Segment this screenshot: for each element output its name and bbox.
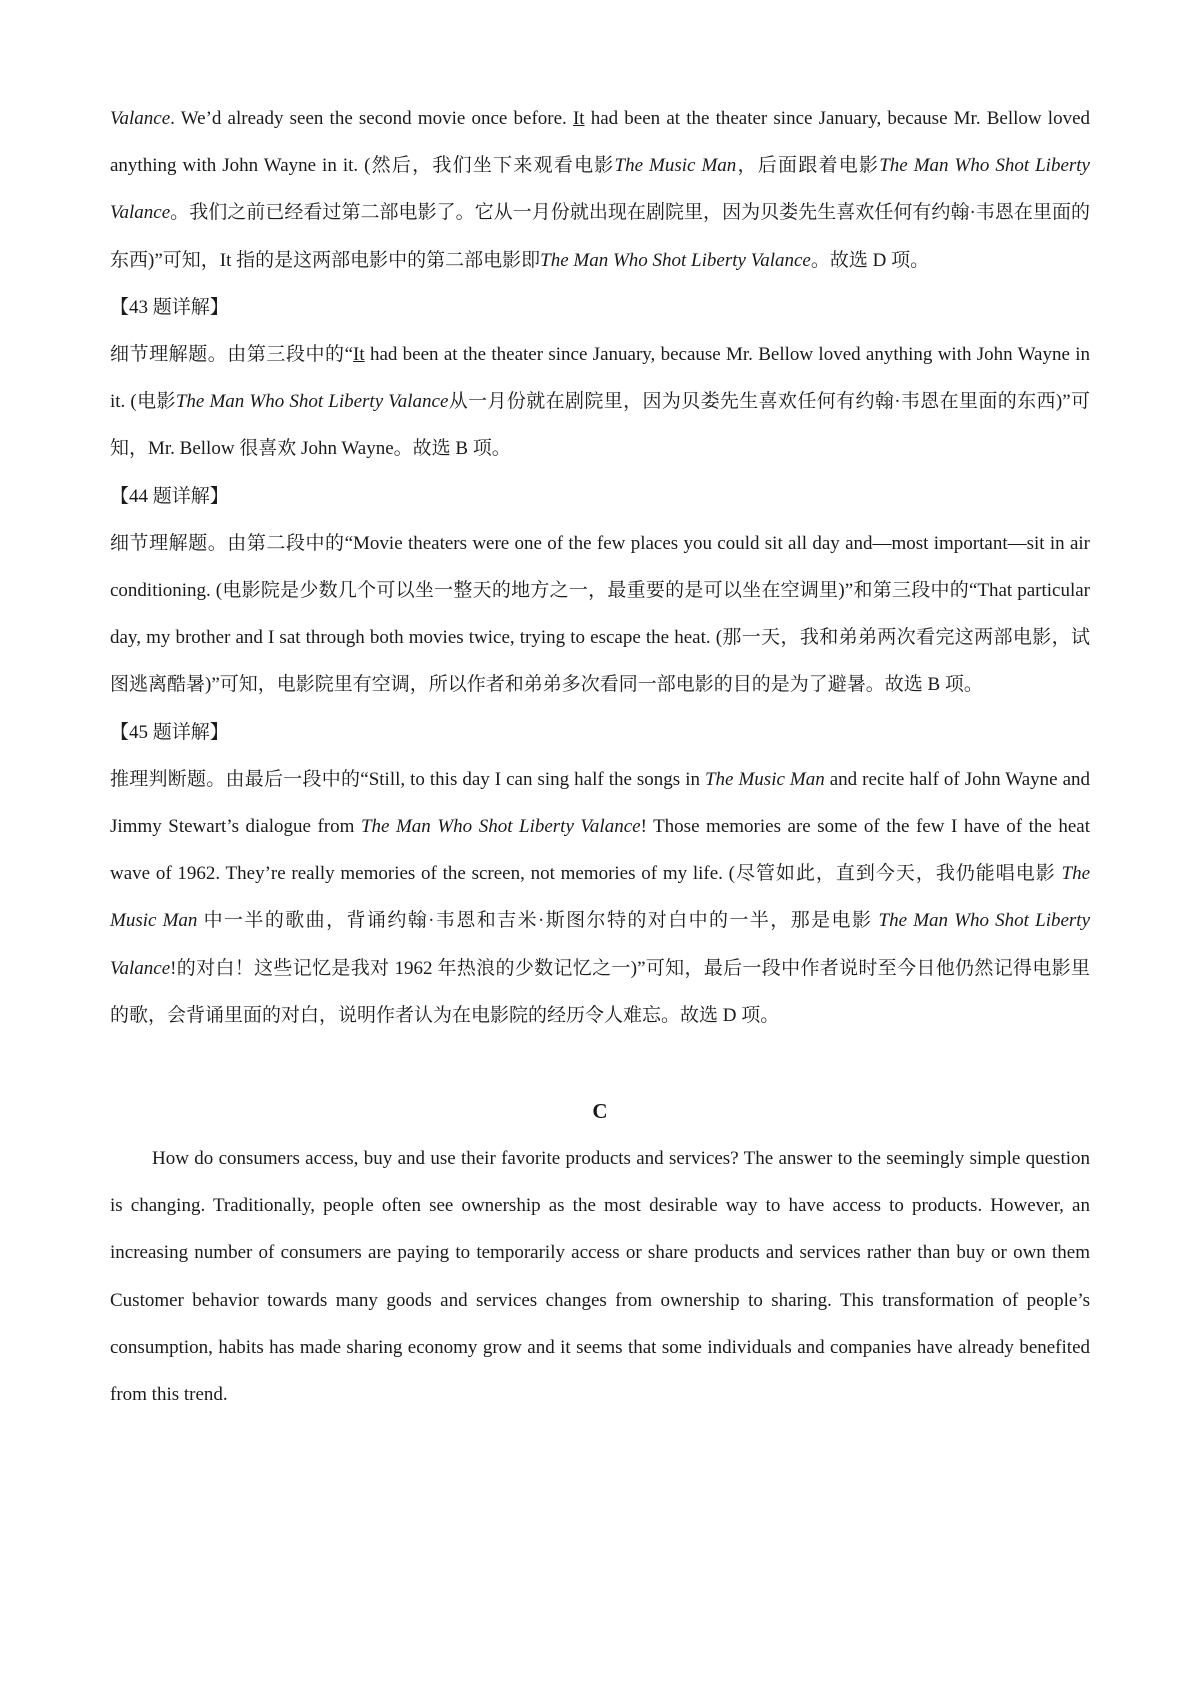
text-run: 中一半的歌曲，背诵约翰·韦恩和吉米·斯图尔特的对白中的一半，那是电影 bbox=[197, 910, 879, 932]
text-run: 。故选 D 项。 bbox=[810, 249, 930, 271]
heading-45: 【45 题详解】 bbox=[110, 721, 229, 743]
text-run: ! Those memories are some of the few I have of the heat wave of 1962. They’re really memories of the screen, not memories of my life. (尽管如此，直到今天，我仍能唱电影 bbox=[110, 816, 1090, 885]
underlined-word: It bbox=[353, 344, 365, 366]
text-run: and recite half of John Wayne and Jimmy Stewart’s dialogue from bbox=[110, 768, 1090, 838]
movie-title: The Man Who Shot Liberty Valance bbox=[175, 391, 449, 413]
text-run: 细节理解题。由第三段中的“ bbox=[110, 344, 354, 366]
movie-title: The Man Who Shot Liberty Valance bbox=[110, 155, 1090, 224]
text-run: 从一月份就在剧院里，因为贝娄先生喜欢任何有约翰·韦恩在里面的东西)”可知，Mr. Bellow 很喜欢 John Wayne。故选 B 项。 bbox=[110, 391, 1091, 460]
text-run: 。我们之前已经看过第二部电影了。它从一月份就出现在剧院里，因为贝娄先生喜欢任何有约翰·韦恩在里面的东西)”可知，It 指的是这两部电影中的第二部电影即 bbox=[110, 202, 1090, 271]
movie-title: The Music Man bbox=[704, 768, 825, 790]
answer-43-explanation bbox=[110, 331, 1090, 473]
movie-title: The Man Who Shot Liberty Valance bbox=[540, 249, 811, 271]
heading-43: 【43 题详解】 bbox=[110, 296, 229, 318]
passage-c-paragraph: How do consumers access, buy and use their favorite products and services? The answer to the seemingly simple question is changing. Traditionally, people often see ownership as the most desirable way to have access to products. However, an increasing number of consumers are paying to temporarily access or share products and services rather than buy or own them Customer behavior towards many goods and services changes from ownership to sharing. This transformation of people’s consumption, habits has made sharing economy grow and it seems that some individuals and companies have already benefited from this trend. bbox=[110, 1148, 1090, 1406]
text-run: . We’d already seen the second movie once before. bbox=[170, 108, 573, 129]
movie-title: The Music Man bbox=[614, 155, 737, 177]
text-run: 推理判断题。由最后一段中的“Still, to this day I can sing half the songs in bbox=[110, 768, 705, 790]
section-c-heading: C bbox=[592, 1099, 608, 1124]
movie-title: The Music Man bbox=[110, 863, 1090, 932]
text-run: had been at the theater since January, because Mr. Bellow loved anything with John Wayne in it. (然后，我们坐下来观看电影 bbox=[110, 108, 1090, 177]
movie-title: Valance bbox=[110, 108, 171, 129]
heading-44: 【44 题详解】 bbox=[110, 485, 229, 507]
answer-44-explanation: 细节理解题。由第二段中的“Movie theaters were one of the few places you could sit all day and—most important—sit in air conditioning. (电影院是少数几个可以坐一整天的地方之一，最重要的是可以坐在空调里)”和第三段中的“That particular day, my brother and I sat through both movies twice, trying to escape the heat. (那一天，我和弟弟两次看完这两部电影，试图逃离酷暑)”可知，电影院里有空调，所以作者和弟弟多次看同一部电影的目的是为了避暑。故选 B 项。 bbox=[110, 532, 1090, 696]
text-run: had been at the theater since January, because Mr. Bellow loved anything with John Wayne in it. (电影 bbox=[110, 344, 1090, 413]
movie-title: The Man Who Shot Liberty Valance bbox=[110, 910, 1091, 979]
answer-42-explanation bbox=[110, 95, 1090, 284]
text-run: !的对白！这些记忆是我对 1962 年热浪的少数记忆之一)”可知，最后一段中作者说时至今日他仍然记得电影里的歌，会背诵里面的对白，说明作者认为在电影院的经历令人难忘。故选 D 项。 bbox=[110, 957, 1090, 1026]
underlined-word: It bbox=[572, 108, 585, 129]
text-run: ，后面跟着电影 bbox=[736, 155, 880, 177]
movie-title: The Man Who Shot Liberty Valance bbox=[360, 816, 641, 838]
answer-45-explanation bbox=[110, 756, 1090, 1039]
